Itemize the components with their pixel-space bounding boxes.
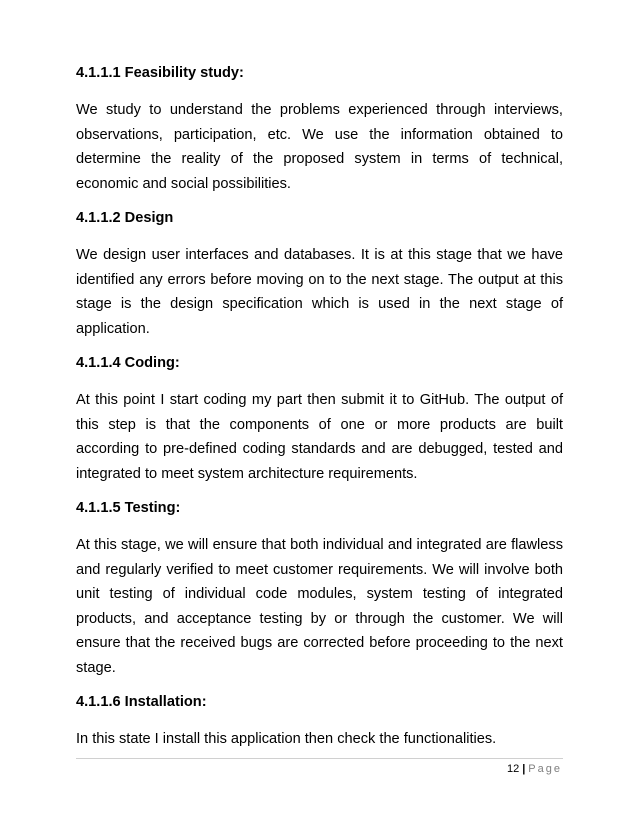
section-paragraph: We study to understand the problems experienced through interviews, observations, participation, etc. We use the information obtained to determine the reality of the proposed system in terms of technical, economic and social possibilities. [76, 102, 563, 192]
section-feasibility-study [76, 63, 563, 196]
section-paragraph: At this point I start coding my part then submit it to GitHub. The output of this step is that the components of one or more products are built according to pre-defined coding standards and are debugged, tested and integrated to meet system architecture requirements. [76, 392, 563, 482]
page-label: Page [528, 763, 562, 775]
section-paragraph: We design user interfaces and databases. It is at this stage that we have identified any errors before moving on to the next stage. The output at this stage is the design specification which is used in the next stage of application. [76, 247, 563, 337]
section-paragraph: At this stage, we will ensure that both individual and integrated are flawless and regularly verified to meet customer requirements. We will involve both unit testing of individual code modules, system testing of integrated products, and acceptance testing by or through the customer. We will ensure that the received bugs are corrected before proceeding to the next stage. [76, 537, 563, 676]
section-testing [76, 498, 563, 680]
section-heading: 4.1.1.2 Design [76, 210, 174, 226]
footer-divider [76, 758, 563, 759]
section-heading: 4.1.1.6 Installation: [76, 694, 207, 710]
page-number: 12 [506, 763, 520, 775]
footer-separator: | [522, 763, 526, 775]
section-heading: 4.1.1.1 Feasibility study: [76, 65, 244, 81]
section-paragraph: In this state I install this application then check the functionalities. [76, 731, 497, 747]
page-footer [507, 762, 562, 776]
section-heading: 4.1.1.4 Coding: [76, 355, 180, 371]
page-content [76, 63, 563, 764]
section-design [76, 208, 563, 341]
section-installation [76, 692, 563, 752]
section-heading: 4.1.1.5 Testing: [76, 500, 181, 516]
section-coding [76, 353, 563, 486]
